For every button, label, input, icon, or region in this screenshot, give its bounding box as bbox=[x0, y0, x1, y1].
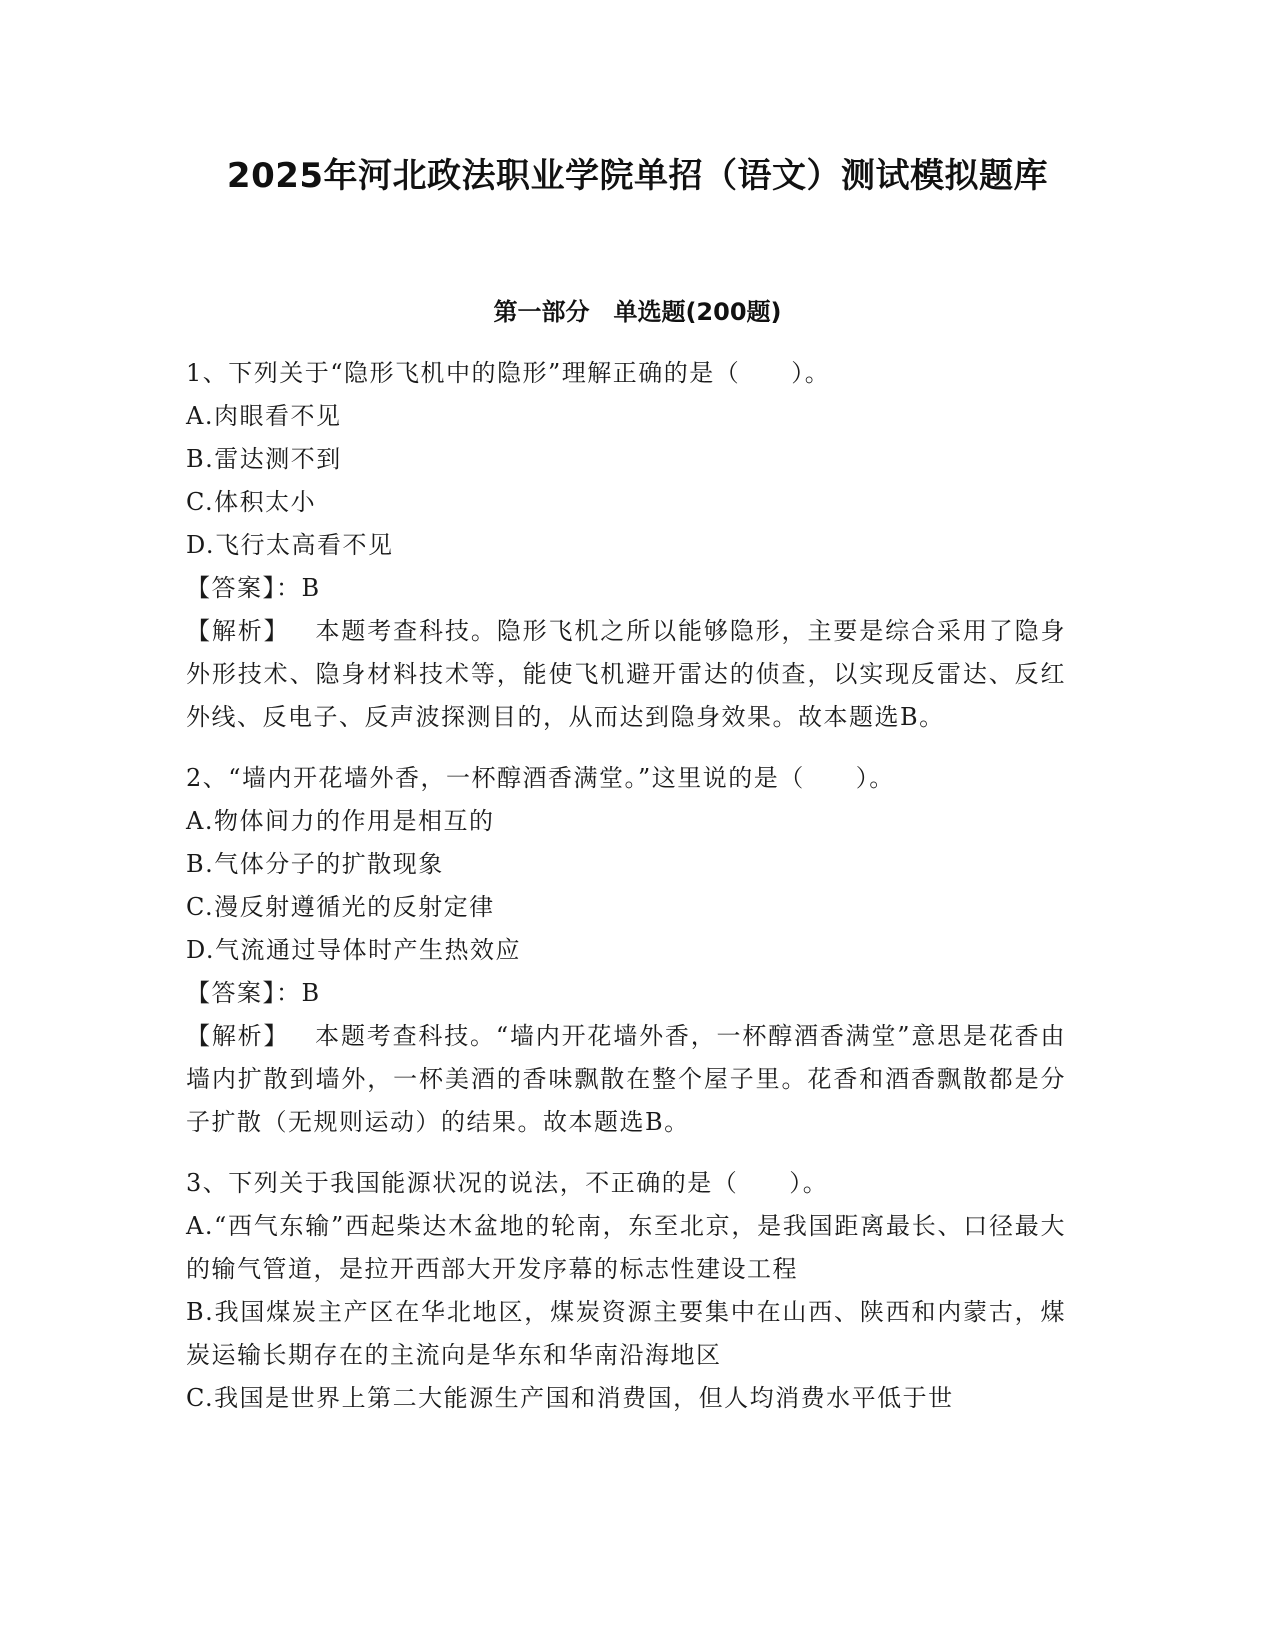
analysis-label: 【解析】 bbox=[186, 1022, 290, 1050]
question-stem: 1、下列关于“隐形飞机中的隐形”理解正确的是（ ）。 bbox=[186, 359, 831, 387]
option-c: C.漫反射遵循光的反射定律 bbox=[186, 893, 495, 921]
question-block bbox=[186, 757, 1066, 1144]
question-block bbox=[186, 352, 1066, 739]
question-stem: 3、下列关于我国能源状况的说法，不正确的是（ ）。 bbox=[186, 1169, 829, 1197]
option-b: B.我国煤炭主产区在华北地区，煤炭资源主要集中在山西、陕西和内蒙古，煤炭运输长期存在的主流向是华东和华南沿海地区 bbox=[186, 1298, 1066, 1369]
question-list bbox=[186, 352, 1066, 1420]
analysis-label: 【解析】 bbox=[186, 617, 290, 645]
analysis-text: 本题考查科技。隐形飞机之所以能够隐形，主要是综合采用了隐身外形技术、隐身材料技术等，能使飞机避开雷达的侦查，以实现反雷达、反红外线、反电子、反声波探测目的，从而达到隐身效果。故本题选B。 bbox=[186, 617, 1067, 731]
answer-value: B bbox=[301, 574, 321, 602]
option-c: C.我国是世界上第二大能源生产国和消费国，但人均消费水平低于世 bbox=[186, 1384, 954, 1412]
answer-value: B bbox=[301, 979, 321, 1007]
question-stem: 2、“墙内开花墙外香，一杯醇酒香满堂。”这里说的是（ ）。 bbox=[186, 764, 895, 792]
option-b: B.气体分子的扩散现象 bbox=[186, 850, 444, 878]
document-title: 2025年河北政法职业学院单招（语文）测试模拟题库 bbox=[226, 156, 1049, 196]
option-d: D.飞行太高看不见 bbox=[186, 531, 394, 559]
answer-line bbox=[186, 972, 1066, 1015]
answer-label: 【答案】： bbox=[186, 574, 302, 602]
analysis-text: 本题考查科技。“墙内开花墙外香，一杯醇酒香满堂”意思是花香由墙内扩散到墙外，一杯美酒的香味飘散在整个屋子里。花香和酒香飘散都是分子扩散（无规则运动）的结果。故本题选B。 bbox=[186, 1022, 1066, 1136]
answer-line bbox=[186, 567, 1066, 610]
option-d: D.气流通过导体时产生热效应 bbox=[186, 936, 522, 964]
option-a: A.肉眼看不见 bbox=[186, 402, 342, 430]
option-c: C.体积太小 bbox=[186, 488, 317, 516]
analysis-paragraph bbox=[186, 1015, 1066, 1144]
analysis-paragraph bbox=[186, 610, 1066, 739]
option-b: B.雷达测不到 bbox=[186, 445, 342, 473]
section-heading: 第一部分 单选题(200题) bbox=[493, 298, 782, 326]
option-a: A.物体间力的作用是相互的 bbox=[186, 807, 495, 835]
option-a: A.“西气东输”西起柴达木盆地的轮南，东至北京，是我国距离最长、口径最大的输气管道，是拉开西部大开发序幕的标志性建设工程 bbox=[186, 1212, 1066, 1283]
question-block bbox=[186, 1162, 1066, 1420]
answer-label: 【答案】： bbox=[186, 979, 302, 1007]
